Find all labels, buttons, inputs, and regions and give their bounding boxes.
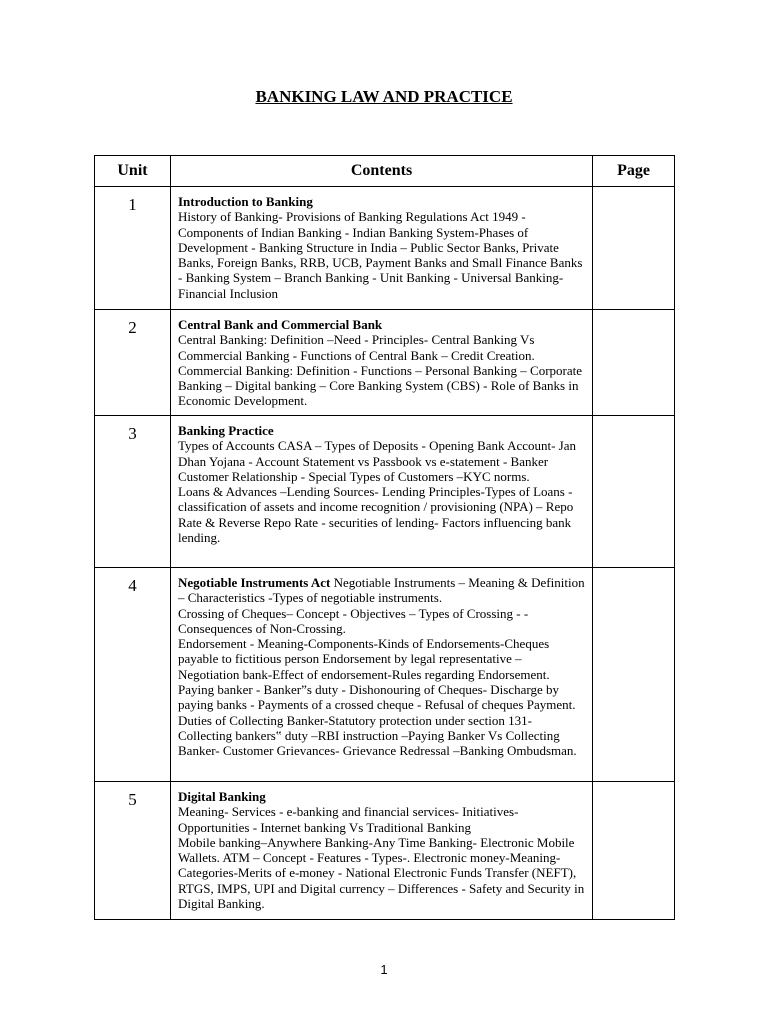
- table-row: [95, 187, 675, 310]
- unit-description: Crossing of Cheques– Concept - Objectives – Types of Crossing - - Consequences of Non-Crossing.: [178, 605, 529, 636]
- unit-description: Loans & Advances –Lending Sources- Lending Principles-Types of Loans - classification of assets and income recognition / provisioning (NPA) – Repo Rate & Reverse Repo Rate - securities of lending- Factors influencing bank lending.: [178, 484, 574, 546]
- unit-contents: [171, 310, 593, 416]
- unit-number: 5: [95, 782, 171, 920]
- unit-description: Types of Accounts CASA – Types of Deposits - Opening Bank Account- Jan Dhan Yojana - Account Statement vs Passbook vs e-statement - Banker Customer Relationship - Special Types of Customers –KYC norms.: [178, 438, 577, 484]
- page-cell: [593, 187, 675, 310]
- unit-number: 2: [95, 310, 171, 416]
- table-row: [95, 782, 675, 920]
- table-row: [95, 416, 675, 568]
- unit-contents: [171, 568, 593, 782]
- contents-column-header: Contents: [171, 156, 593, 187]
- unit-description: Endorsement - Meaning-Components-Kinds of Endorsements-Cheques payable to fictitious person Endorsement by legal representative – Negotiation bank-Effect of endorsement-Rules regarding Endorsement. Paying banker - Banker”s duty - Dishonouring of Cheques- Discharge by paying banks - Payments of a crossed cheque - Refusal of cheques Payment. Duties of Collecting Banker-Statutory protection under section 131-Collecting bankers‟ duty –RBI instruction –Paying Banker Vs Collecting Banker- Customer Grievances- Grievance Redressal –Banking Ombudsman.: [178, 636, 577, 759]
- unit-contents: [171, 782, 593, 920]
- unit-intro: [178, 575, 586, 606]
- table-row: [95, 568, 675, 782]
- page-column-header: Page: [593, 156, 675, 187]
- unit-contents: [171, 187, 593, 310]
- page-number: 1: [380, 962, 388, 977]
- unit-description: Meaning- Services - e-banking and financial services- Initiatives- Opportunities - Internet banking Vs Traditional Banking: [178, 804, 519, 835]
- syllabus-table: [94, 155, 675, 920]
- unit-description: Mobile banking–Anywhere Banking-Any Time Banking- Electronic Mobile Wallets. ATM – Concept - Features - Types-. Electronic money-Meaning-Categories-Merits of e-money - National Electronic Funds Transfer (NEFT), RTGS, IMPS, UPI and Digital currency – Differences - Safety and Security in Digital Banking.: [178, 834, 585, 912]
- page-cell: [593, 310, 675, 416]
- unit-number: 1: [95, 187, 171, 310]
- unit-heading: Digital Banking: [178, 789, 266, 804]
- table-header-row: [95, 156, 675, 187]
- unit-description: History of Banking- Provisions of Banking Regulations Act 1949 - Components of Indian Banking - Indian Banking System-Phases of Development - Banking Structure in India – Public Sector Banks, Private Banks, Foreign Banks, RRB, UCB, Payment Banks and Small Finance Banks - Banking System – Branch Banking - Unit Banking - Universal Banking- Financial Inclusion: [178, 209, 583, 301]
- table-row: [95, 310, 675, 416]
- unit-heading: Central Bank and Commercial Bank: [178, 317, 383, 332]
- unit-contents: [171, 416, 593, 568]
- unit-number: 4: [95, 568, 171, 782]
- unit-heading: Negotiable Instruments Act: [178, 575, 331, 590]
- page-cell: [593, 782, 675, 920]
- document-title: BANKING LAW AND PRACTICE: [255, 87, 513, 106]
- unit-number: 3: [95, 416, 171, 568]
- unit-column-header: Unit: [95, 156, 171, 187]
- unit-heading: Banking Practice: [178, 423, 274, 438]
- unit-description: Central Banking: Definition –Need - Principles- Central Banking Vs Commercial Banking - Functions of Central Bank – Credit Creation. Commercial Banking: Definition - Functions – Personal Banking – Corporate Banking – Digital banking – Core Banking System (CBS) - Role of Banks in Economic Development.: [178, 332, 583, 409]
- page-cell: [593, 568, 675, 782]
- page-cell: [593, 416, 675, 568]
- unit-heading-description: Negotiable Instruments – Meaning & Definition – Characteristics -Types of negotiable instruments.: [178, 575, 585, 606]
- unit-heading: Introduction to Banking: [178, 194, 313, 209]
